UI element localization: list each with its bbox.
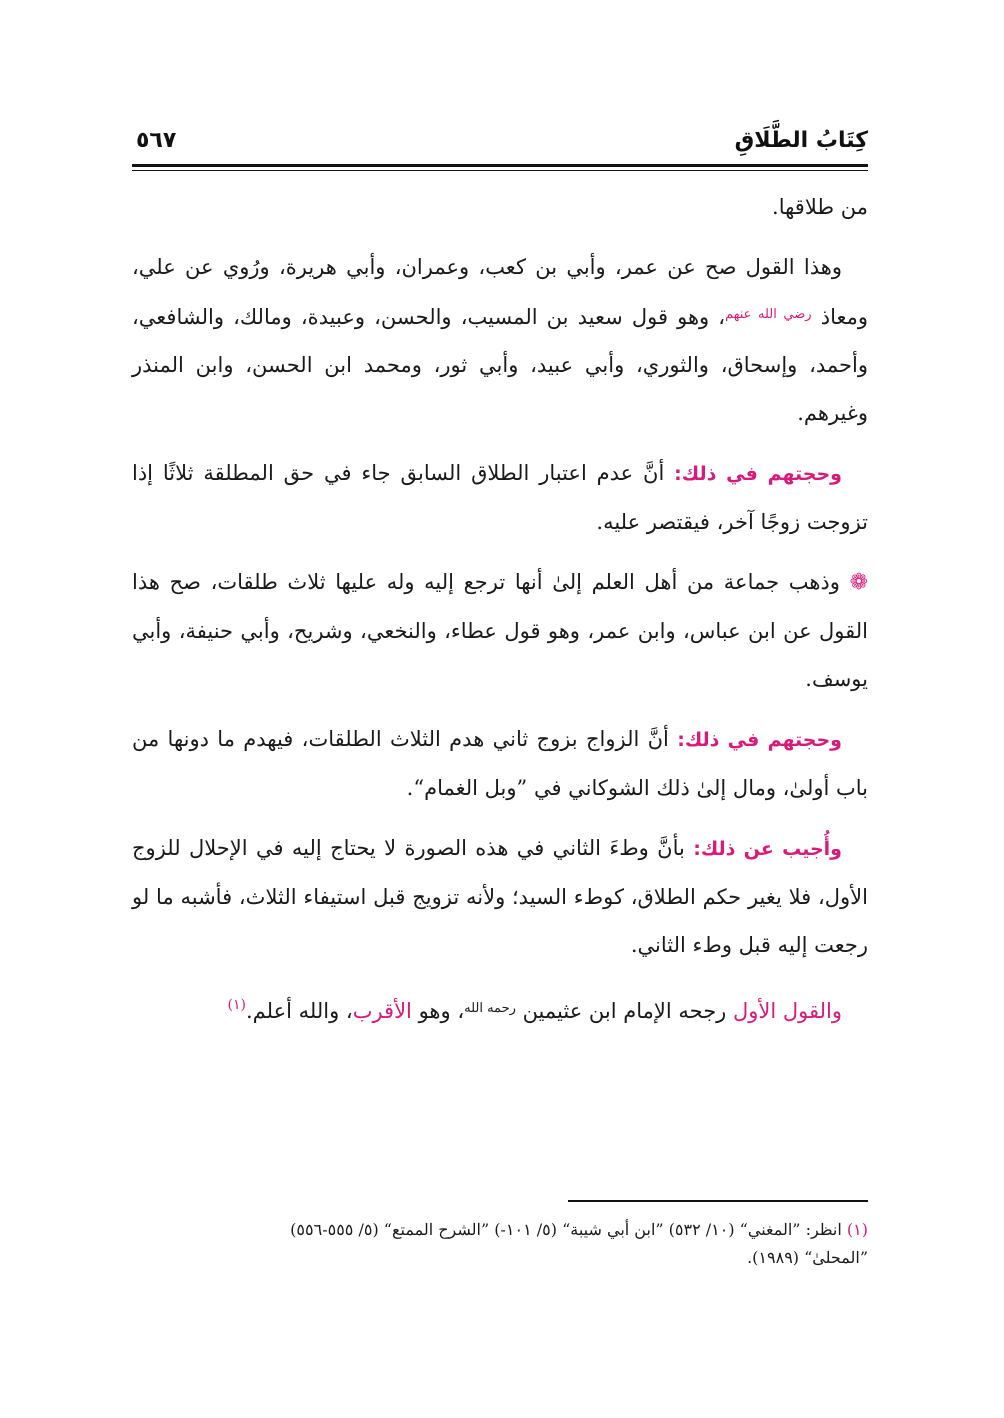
proof-label-2: وحجتهم في ذلك: — [677, 729, 842, 751]
footnote-1-continued — [132, 1244, 868, 1272]
flower-ornament-icon: ❁ — [849, 570, 868, 595]
paragraph-7-text-c: ، والله أعلم. — [246, 999, 353, 1023]
paragraph-2 — [132, 243, 868, 437]
preferred-word: الأقرب — [352, 999, 412, 1023]
paragraph-4 — [132, 558, 868, 703]
first-opinion-label: والقول الأول — [733, 999, 842, 1023]
paragraph-6-text: بأنَّ وطءَ الثاني في هذه الصورة لا يحتاج إليه في الإحلال للزوج الأول، فلا يغير حكم الطلاق، كوطء السيد؛ ولأنه تزويج قبل استيفاء الثلاث، فأشبه ما لو رجعت إليه قبل وطء الثاني. — [132, 836, 868, 957]
paragraph-7-text-a: رجحه الإمام ابن عثيمين — [515, 999, 733, 1023]
footnote-reference[interactable]: (١) — [227, 997, 246, 1013]
paragraph-3-text: أنَّ عدم اعتبار الطلاق السابق جاء في حق المطلقة ثلاثًا إذا تزوجت زوجًا آخر، فيقتصر عليه. — [132, 461, 868, 534]
paragraph-1-text: من طلاقها. — [772, 195, 868, 219]
page-number: ٥٦٧ — [136, 128, 177, 153]
footnote-1 — [132, 1216, 868, 1244]
paragraph-7 — [132, 981, 868, 1035]
honorific-radiya-allah: رضي الله عنهم — [725, 307, 812, 322]
header-rule-thin — [132, 170, 868, 171]
footnote-1-number: (١) — [846, 1220, 868, 1239]
paragraph-2-text-a: وهذا القول صح عن عمر، وأبي بن كعب، وعمران، وأبي هريرة، ورُوي عن علي، ومعاذ — [132, 255, 868, 329]
footnote-1-line-1: انظر: ”المغني“ (١٠/ ٥٣٢) ”ابن أبي شيبة“ (٥/ ١٠١-) ”الشرح الممتع“ (٥/ ٥٥٥-٥٥٦) — [290, 1220, 847, 1239]
main-text — [132, 183, 868, 1035]
proof-label: وحجتهم في ذلك: — [674, 463, 842, 485]
page — [132, 120, 868, 1047]
paragraph-6 — [132, 824, 868, 969]
footnote-1-line-2: ”المحلىٰ“ (١٩٨٩). — [747, 1248, 868, 1267]
paragraph-2-text-b: ، وهو قول سعيد بن المسيب، والحسن، وعبيدة، ومالك، والشافعي، وأحمد، وإسحاق، والثوري، وأبي عبيد، وأبي ثور، ومحمد ابن الحسن، وابن المنذر وغيرهم. — [132, 305, 868, 425]
response-label: وأُجيب عن ذلك: — [693, 838, 842, 860]
honorific-rahimahullah: رحمه الله — [464, 1001, 516, 1016]
paragraph-7-text-b: ، وهو — [411, 999, 465, 1023]
page-header — [132, 120, 868, 164]
chapter-title: كِتَابُ الطَّلَاقِ — [734, 128, 868, 153]
footnote-separator — [568, 1200, 868, 1202]
paragraph-4-text: وذهب جماعة من أهل العلم إلىٰ أنها ترجع إليه وله عليها ثلاث طلقات، صح هذا القول عن ابن عباس، وابن عمر، وهو قول عطاء، والنخعي، وشريح، وأبي حنيفة، وأبي يوسف. — [132, 570, 868, 691]
header-rule-thick — [132, 164, 868, 167]
footnotes — [132, 1216, 868, 1272]
paragraph-1 — [132, 183, 868, 231]
paragraph-3 — [132, 449, 868, 546]
paragraph-5 — [132, 715, 868, 812]
paragraph-5-text: أنَّ الزواج بزوج ثاني هدم الثلاث الطلقات، فيهدم ما دونها من باب أولىٰ، ومال إلىٰ ذلك الشوكاني في ”وبل الغمام“. — [132, 727, 868, 800]
